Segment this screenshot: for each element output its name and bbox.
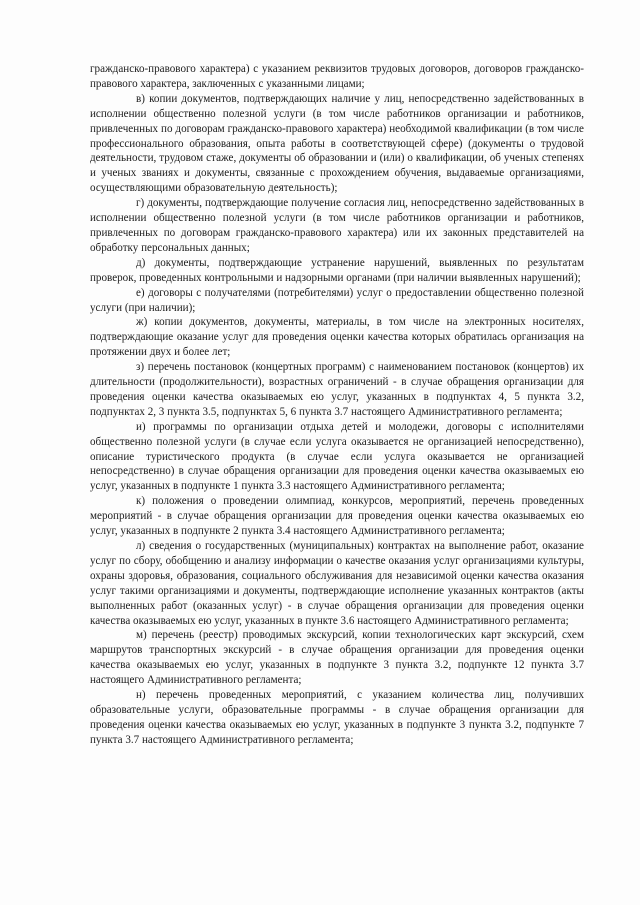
paragraph-item-v: в) копии документов, подтверждающих наличие у лиц, непосредственно задействованных в исполнении общественно полезной услуги (в том числе работников организации и работников, привлеченных по договорам гражданско-правового характера) необходимой квалификации (в том числе профессионального образования, опыта работы в соответствующей сфере) (документы о трудовой деятельности, трудовом стаже, документы об образовании и (или) о квалификации, об ученых степенях и ученых званиях и документы, связанные с прохождением обучения, выдаваемые организациями, осуществляющими образовательную деятельность); bbox=[90, 92, 584, 195]
document-body bbox=[90, 62, 584, 748]
paragraph-item-i: и) программы по организации отдыха детей и молодежи, договоры с исполнителями общественно полезной услуги (в случае если услуга оказывается не организацией непосредственно), описание туристического продукта (в случае если услуга оказывается не организацией непосредственно) в случае обращения организации для проведения оценки качества оказываемых ею услуг, указанных в подпункте 1 пункта 3.3 настоящего Административного регламента; bbox=[90, 420, 584, 493]
paragraph-item-k: к) положения о проведении олимпиад, конкурсов, мероприятий, перечень проведенных мероприятий - в случае обращения организации для проведения оценки качества оказываемых ею услуг, указанных в подпункте 2 пункта 3.4 настоящего Административного регламента; bbox=[90, 495, 584, 538]
paragraph-item-n: н) перечень проведенных мероприятий, с указанием количества лиц, получивших образовательные услуги, образовательные программы - в случае обращения организации для проведения оценки качества оказываемых ею услуг, указанных в подпункте 3 пункта 3.2, подпункте 7 пункта 3.7 настоящего Административного регламента; bbox=[90, 689, 584, 746]
paragraph-continuation: гражданско-правового характера) с указанием реквизитов трудовых договоров, договоров гражданско-правового характера, заключенных с указанными лицами; bbox=[90, 63, 584, 90]
paragraph-item-l: л) сведения о государственных (муниципальных) контрактах на выполнение работ, оказание услуг по сбору, обобщению и анализу информации о качестве оказания услуг организациями культуры, охраны здоровья, образования, социального обслуживания для независимой оценки качества оказания услуг такими организациями и документы, подтверждающие исполнение указанных контрактов (акты выполненных работ (оказанных услуг) - в случае обращения организации для проведения оценки качества оказываемых ею услуг, указанных в пункте 3.6 настоящего Административного регламента; bbox=[90, 540, 584, 627]
paragraph-item-g: г) документы, подтверждающие получение согласия лиц, непосредственно задействованных в исполнении общественно полезной услуги (в том числе работников организации и работников, привлеченных по договорам гражданско-правового характера) или их законных представителей на обработку персональных данных; bbox=[90, 197, 584, 254]
paragraph-item-d: д) документы, подтверждающие устранение нарушений, выявленных по результатам проверок, проведенных контрольными и надзорными органами (при наличии выявленных нарушений); bbox=[90, 256, 584, 284]
paragraph-item-zh: ж) копии документов, документы, материалы, в том числе на электронных носителях, подтверждающие оказание услуг для проведения оценки качества которых обратилась организация на протяжении двух и более лет; bbox=[90, 316, 584, 359]
paragraph-item-m: м) перечень (реестр) проводимых экскурсий, копии технологических карт экскурсий, схем маршрутов транспортных экскурсий - в случае обращения организации для проведения оценки качества оказываемых ею услуг, указанных в подпункте 3 пункта 3.2, подпункте 12 пункта 3.7 настоящего Административного регламента; bbox=[90, 629, 584, 687]
paragraph-item-e: е) договоры с получателями (потребителями) услуг о предоставлении общественно полезной услуги (при наличии); bbox=[90, 286, 584, 314]
paragraph-item-z: з) перечень постановок (концертных программ) с наименованием постановок (концертов) их длительности (продолжительности), возрастных ограничений - в случае обращения организации для проведения оценки качества оказываемых ею услуг, указанных в подпунктах 4, 5 пункта 3.2, подпунктах 2, 3 пункта 3.5, подпунктах 5, 6 пункта 3.7 настоящего Административного регламента; bbox=[90, 361, 584, 418]
